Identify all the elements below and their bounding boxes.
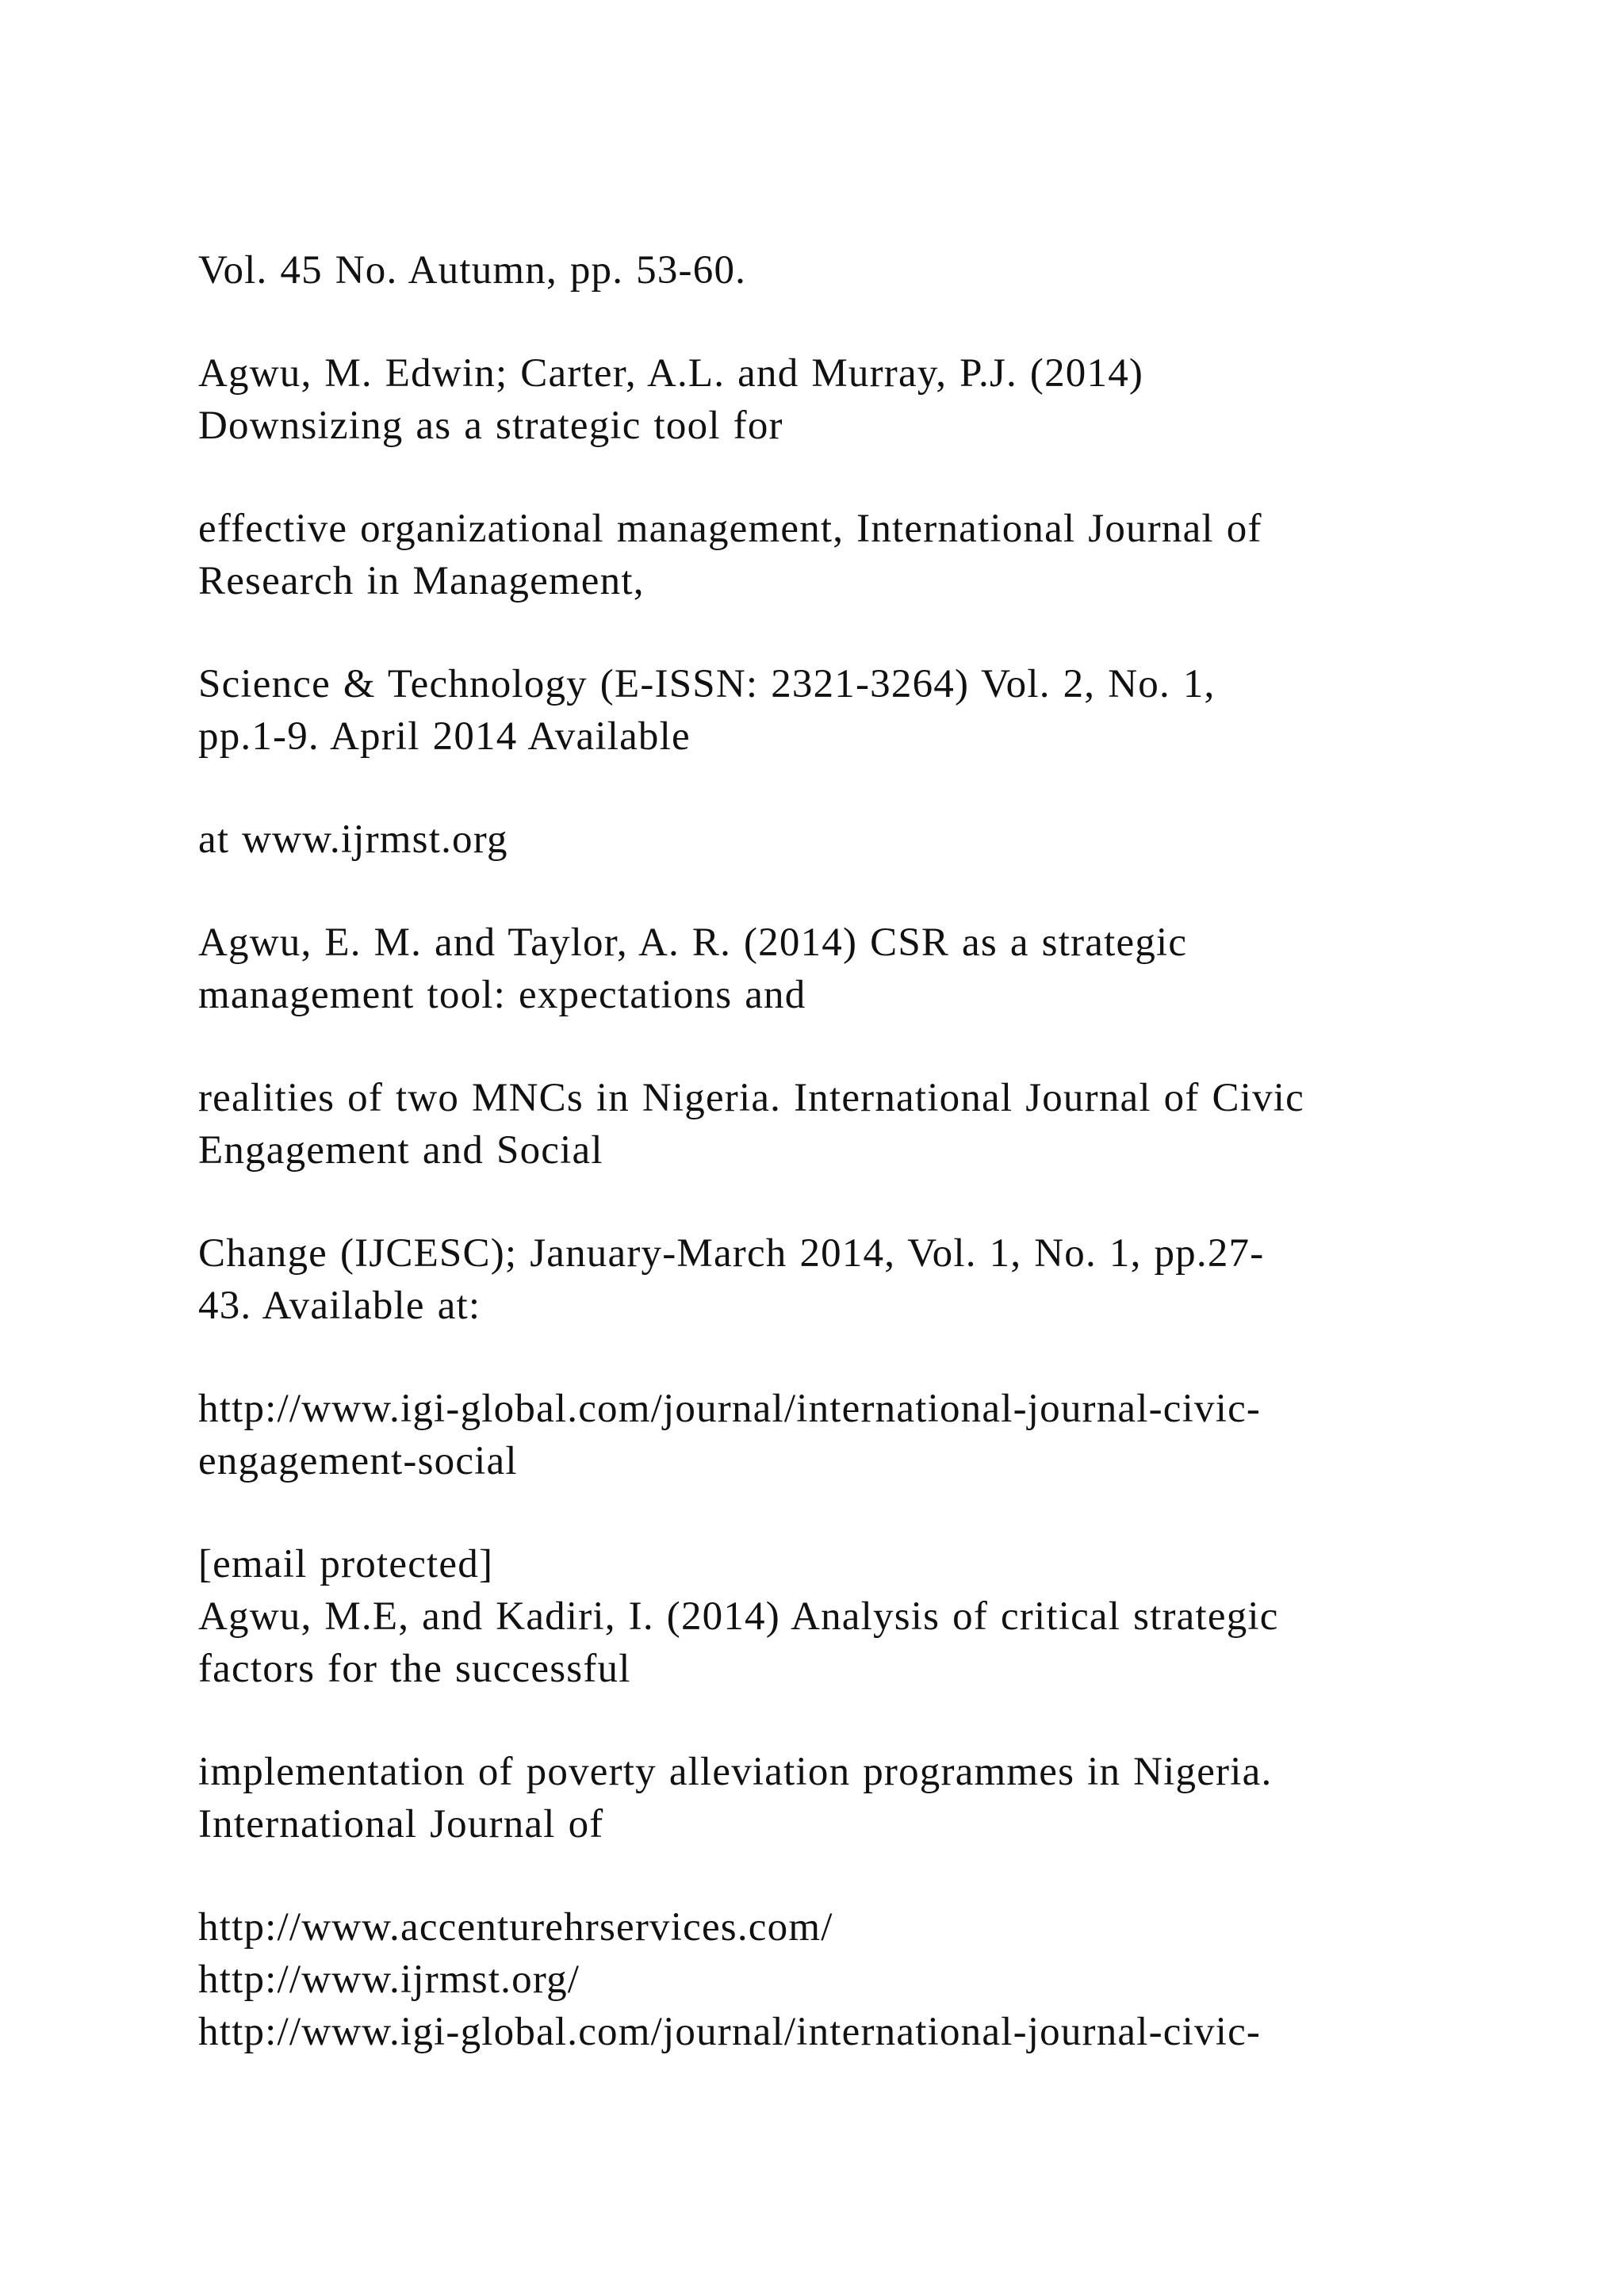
- text-line: pp.1-9. April 2014 Available: [198, 714, 691, 759]
- text-line: factors for the successful: [198, 1647, 631, 1691]
- text-line: engagement-social: [198, 1439, 518, 1483]
- text-line: http://www.igi-global.com/journal/international-journal-civic-: [198, 1387, 1262, 1431]
- text-line: management tool: expectations and: [198, 973, 806, 1017]
- text-line: 43. Available at:: [198, 1284, 481, 1328]
- text-line: Engagement and Social: [198, 1128, 603, 1173]
- link-text: http://www.ijrmst.org/: [198, 1957, 580, 2002]
- text-line: [email protected]: [198, 1542, 494, 1586]
- text-line: Agwu, M. Edwin; Carter, A.L. and Murray, P.J. (2014): [198, 351, 1144, 396]
- text-line: Research in Management,: [198, 559, 645, 603]
- text-line: Science & Technology (E-ISSN: 2321-3264) Vol. 2, No. 1,: [198, 662, 1216, 706]
- text-line: International Journal of: [198, 1802, 604, 1846]
- text-line: at www.ijrmst.org: [198, 817, 508, 862]
- text-line: Change (IJCESC); January-March 2014, Vol. 1, No. 1, pp.27-: [198, 1231, 1265, 1276]
- text-line: Downsizing as a strategic tool for: [198, 404, 783, 448]
- reference-list: [198, 244, 1483, 2058]
- text-line: Vol. 45 No. Autumn, pp. 53-60.: [198, 248, 747, 293]
- text-line: Agwu, M.E, and Kadiri, I. (2014) Analysis of critical strategic: [198, 1594, 1279, 1639]
- text-line: implementation of poverty alleviation programmes in Nigeria.: [198, 1750, 1273, 1794]
- link-text: http://www.igi-global.com/journal/international-journal-civic-: [198, 2010, 1262, 2054]
- text-line: effective organizational management, International Journal of: [198, 507, 1262, 551]
- link-text: http://www.accenturehrservices.com/: [198, 1905, 833, 1950]
- text-line: realities of two MNCs in Nigeria. International Journal of Civic: [198, 1076, 1305, 1120]
- text-line: Agwu, E. M. and Taylor, A. R. (2014) CSR as a strategic: [198, 920, 1188, 965]
